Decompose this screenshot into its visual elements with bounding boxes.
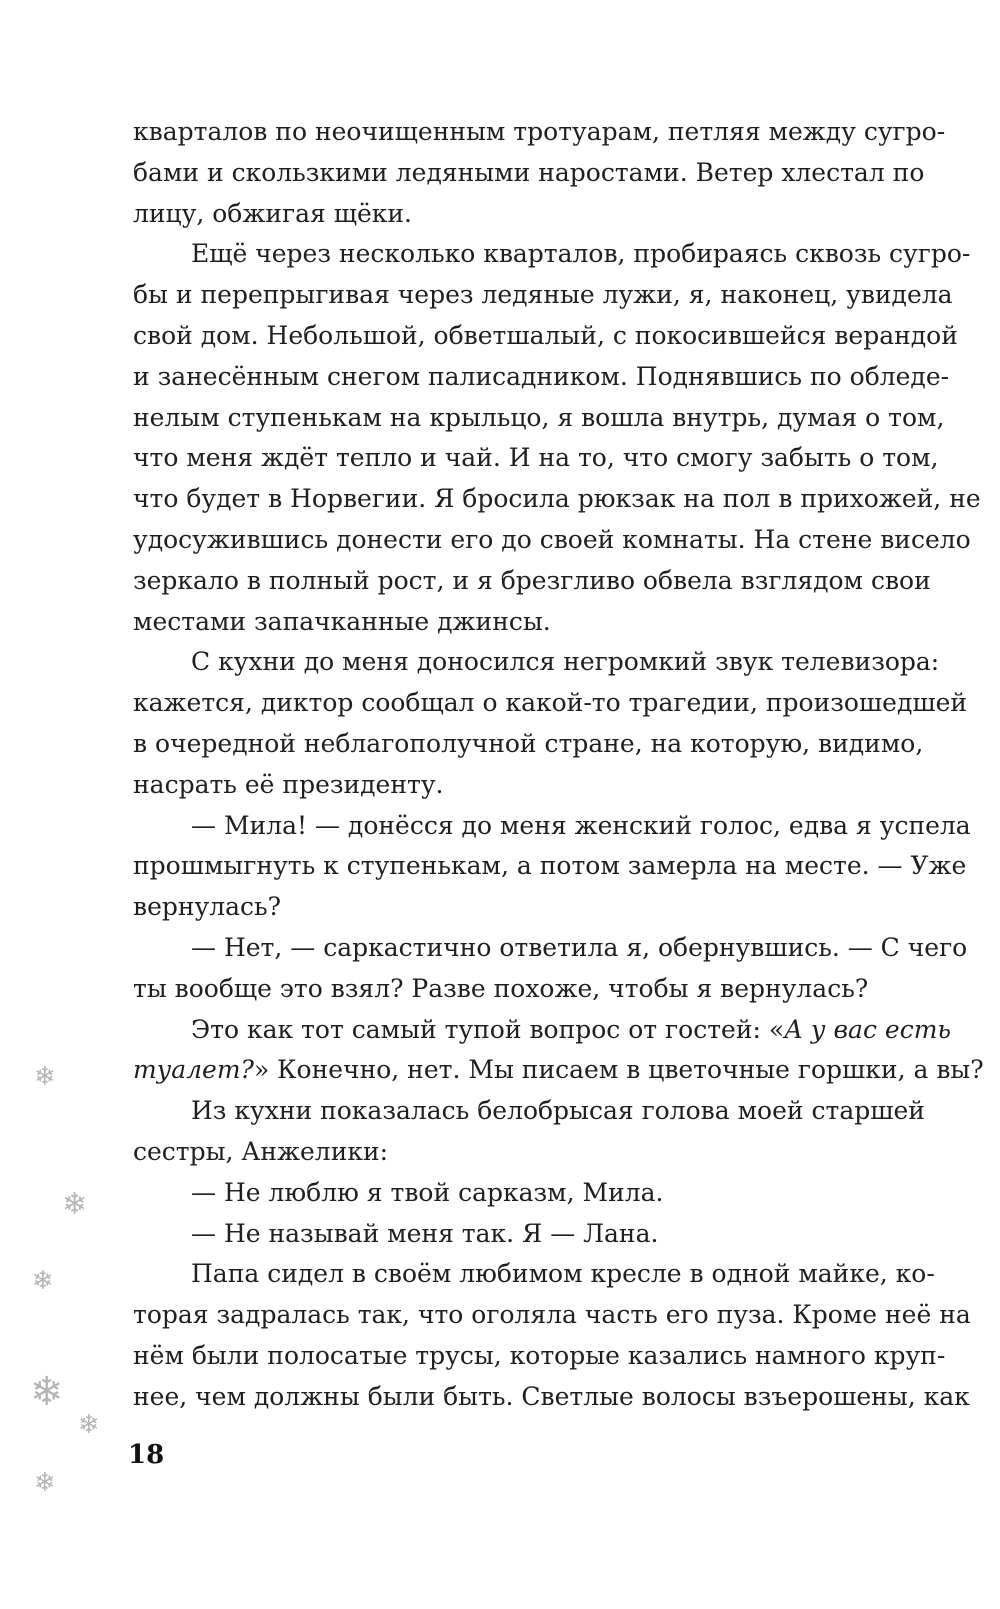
text-line: в очередной неблагополучной стране, на которую, видимо, <box>133 728 924 758</box>
text-line: Папа сидел в своём любимом кресле в одной майке, ко- <box>191 1259 935 1289</box>
text-segment: » Конечно, нет. Мы писаем в цветочные горшки, а вы? <box>253 1055 984 1085</box>
snowflake-icon: ❄ <box>30 1369 64 1415</box>
text-line: лицу, обжигая щёки. <box>133 198 412 228</box>
text-line <box>133 1050 984 1091</box>
page-number: 18 <box>128 1440 165 1470</box>
snowflake-icon: ❄ <box>62 1187 88 1222</box>
text-line: кварталов по неочищенным тротуарам, петляя между сугро- <box>133 117 946 146</box>
text-line: местами запачканные джинсы. <box>133 606 551 636</box>
text-line: сестры, Анжелики: <box>133 1136 389 1166</box>
text-line: что будет в Норвегии. Я бросила рюкзак на пол в прихожей, не <box>133 484 981 514</box>
text-line: нелым ступенькам на крыльцо, я вошла внутрь, думая о том, <box>133 402 945 432</box>
snowflake-icon: ❄ <box>32 1266 54 1296</box>
text-line: бы и перепрыгивая через ледяные лужи, я, наконец, увидела <box>133 280 953 310</box>
snowflake-icon: ❄ <box>34 1468 56 1498</box>
snowflake-icon: ❄ <box>34 1062 56 1092</box>
text-line: кажется, диктор сообщал о какой-то трагедии, произошедшей <box>133 688 968 718</box>
text-line: торая задралась так, что оголяла часть его пуза. Кроме неё на <box>133 1300 971 1330</box>
text-line <box>133 1010 952 1051</box>
italic-quote: А у вас есть <box>784 1014 952 1044</box>
snowflake-icon: ❄ <box>78 1410 100 1440</box>
text-line: что меня ждёт тепло и чай. И на то, что смогу забыть о том, <box>133 443 939 473</box>
body-text <box>133 112 984 1418</box>
text-line: удосужившись донести его до своей комнаты. На стене висело <box>133 524 971 554</box>
text-line: Ещё через несколько кварталов, пробираясь сквозь сугро- <box>191 239 971 269</box>
text-line: бами и скользкими ледяными наростами. Ветер хлестал по <box>133 157 925 187</box>
italic-quote: туалет? <box>133 1055 254 1085</box>
text-line: — Не люблю я твой сарказм, Мила. <box>191 1177 664 1207</box>
text-line: С кухни до меня доносился негромкий звук телевизора: <box>191 647 940 677</box>
text-line: — Нет, — саркастично ответила я, обернувшись. — С чего <box>191 932 968 962</box>
text-line: Из кухни показалась белобрысая голова моей старшей <box>191 1096 925 1126</box>
text-line: ты вообще это взял? Разве похоже, чтобы я вернулась? <box>133 973 869 1003</box>
text-line: вернулась? <box>133 892 282 922</box>
text-line: свой дом. Небольшой, обветшалый, с покосившейся верандой <box>133 320 958 350</box>
text-line: прошмыгнуть к ступенькам, а потом замерла на месте. — Уже <box>133 851 967 881</box>
text-line: и занесённым снегом палисадником. Поднявшись по обледе- <box>133 361 950 391</box>
text-line: нём были полосатые трусы, которые казались намного круп- <box>133 1340 946 1370</box>
text-line: зеркало в полный рост, и я брезгливо обвела взглядом свои <box>133 565 931 595</box>
text-line: — Не называй меня так. Я — Лана. <box>191 1218 659 1248</box>
text-line: — Мила! — донёсся до меня женский голос, едва я успела <box>191 810 971 840</box>
text-line: нее, чем должны были быть. Светлые волосы взъерошены, как <box>133 1381 970 1411</box>
text-segment: Это как тот самый тупой вопрос от гостей: « <box>191 1014 785 1044</box>
text-line: насрать её президенту. <box>133 769 444 799</box>
